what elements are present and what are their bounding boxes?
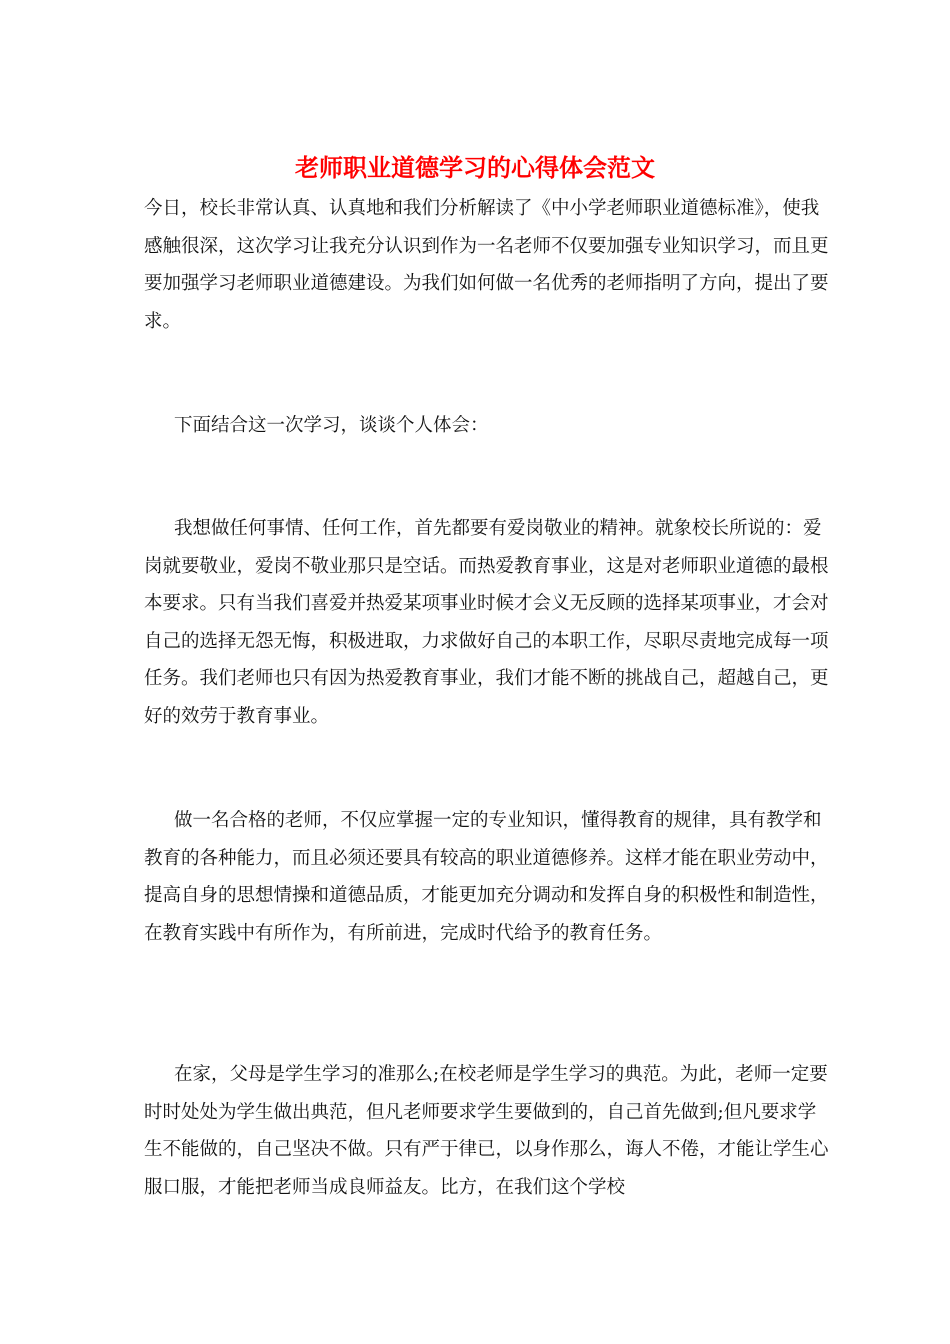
paragraph-qualified-teacher: 做一名合格的老师，不仅应掌握一定的专业知识，懂得教育的规律，具有教学和教育的各种能力，而且必须还要具有较高的职业道德修养。这样才能在职业劳动中，提高自身的思想情操和道德品质，才能更加充分调动和发挥自身的积极性和制造性，在教育实践中有所作为，有所前进，完成时代给予的教育任务。 bbox=[144, 810, 829, 944]
paragraph-intro: 今日，校长非常认真、认真地和我们分析解读了《中小学老师职业道德标准》，使我感触很深，这次学习让我充分认识到作为一名老师不仅要加强专业知识学习，而且更要加强学习老师职业道德建设。为我们如何做一名优秀的老师指明了方向，提出了要求。 bbox=[144, 198, 829, 332]
document-title: 老师职业道德学习的心得体会范文 bbox=[295, 153, 655, 182]
paragraph-transition: 下面结合这一次学习，谈谈个人体会： bbox=[174, 415, 489, 436]
paragraph-role-model: 在家，父母是学生学习的准那么;在校老师是学生学习的典范。为此，老师一定要时时处处为学生做出典范，但凡老师要求学生要做到的，自己首先做到;但凡要求学生不能做的，自己坚决不做。只有严于律已，以身作那么，诲人不倦，才能让学生心服口服，才能把老师当成良师益友。比方，在我们这个学校 bbox=[144, 1064, 829, 1198]
paragraph-dedication: 我想做任何事情、任何工作，首先都要有爱岗敬业的精神。就象校长所说的：爱岗就要敬业，爱岗不敬业那只是空话。而热爱教育事业，这是对老师职业道德的最根本要求。只有当我们喜爱并热爱某项事业时候才会义无反顾的选择某项事业，才会对自己的选择无怨无悔，积极进取，力求做好自己的本职工作，尽职尽责地完成每一项任务。我们老师也只有因为热爱教育事业，我们才能不断的挑战自己，超越自己，更好的效劳于教育事业。 bbox=[144, 518, 829, 727]
